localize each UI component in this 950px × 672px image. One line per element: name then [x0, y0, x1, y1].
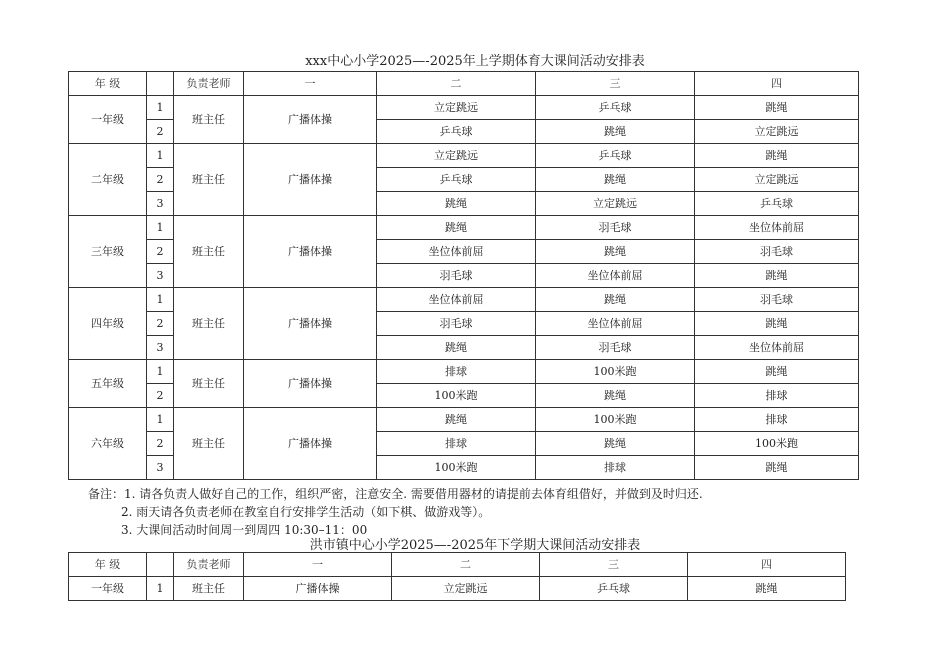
- schedule-table-2: [68, 552, 846, 601]
- day3-activity-cell: 乒乓球: [536, 96, 695, 120]
- table-row: [69, 96, 859, 120]
- day2-activity-cell: 立定跳远: [377, 144, 536, 168]
- row-number-cell: 3: [147, 264, 174, 288]
- header-day-4: 四: [695, 72, 859, 96]
- teacher-cell: 班主任: [174, 408, 244, 480]
- day1-activity-cell: 广播体操: [244, 288, 377, 360]
- day2-activity-cell: 乒乓球: [377, 168, 536, 192]
- table-header-row: [69, 553, 846, 577]
- header-number: [147, 553, 174, 577]
- day3-activity-cell: 跳绳: [536, 240, 695, 264]
- table-header-row: [69, 72, 859, 96]
- day4-activity-cell: 排球: [695, 408, 859, 432]
- day2-activity-cell: 排球: [377, 432, 536, 456]
- day3-activity-cell: 坐位体前屈: [536, 312, 695, 336]
- header-day-1: 一: [244, 72, 377, 96]
- row-number-cell: 3: [147, 336, 174, 360]
- grade-cell: 二年级: [69, 144, 147, 216]
- day4-activity-cell: 羽毛球: [695, 288, 859, 312]
- teacher-cell: 班主任: [174, 288, 244, 360]
- row-number-cell: 3: [147, 456, 174, 480]
- d2-cell: 立定跳远: [392, 577, 540, 601]
- day1-activity-cell: 广播体操: [244, 216, 377, 288]
- row-number-cell: 1: [147, 144, 174, 168]
- grade-cell: 五年级: [69, 360, 147, 408]
- day3-activity-cell: 坐位体前屈: [536, 264, 695, 288]
- header-teacher: 负责老师: [174, 72, 244, 96]
- day1-activity-cell: 广播体操: [244, 144, 377, 216]
- day3-activity-cell: 跳绳: [536, 120, 695, 144]
- grade-cell: 一年级: [69, 96, 147, 144]
- day4-activity-cell: 跳绳: [695, 144, 859, 168]
- d3-cell: 乒乓球: [540, 577, 688, 601]
- day2-activity-cell: 羽毛球: [377, 312, 536, 336]
- day4-activity-cell: 跳绳: [695, 264, 859, 288]
- teacher-cell: 班主任: [174, 96, 244, 144]
- schedule-title-2: 洪市镇中心小学2025—-2025年下学期大课间活动安排表: [309, 538, 641, 553]
- day3-activity-cell: 排球: [536, 456, 695, 480]
- day3-activity-cell: 100米跑: [536, 360, 695, 384]
- day4-activity-cell: 乒乓球: [695, 192, 859, 216]
- day3-activity-cell: 跳绳: [536, 288, 695, 312]
- day2-activity-cell: 立定跳远: [377, 96, 536, 120]
- day1-activity-cell: 广播体操: [244, 408, 377, 480]
- table-row: [69, 216, 859, 240]
- day2-activity-cell: 跳绳: [377, 216, 536, 240]
- row-number-cell: 2: [147, 432, 174, 456]
- day4-activity-cell: 100米跑: [695, 432, 859, 456]
- table-row: [69, 288, 859, 312]
- schedule-table-1: [68, 71, 859, 480]
- day2-activity-cell: 跳绳: [377, 408, 536, 432]
- d4-cell: 跳绳: [688, 577, 846, 601]
- day2-activity-cell: 坐位体前屈: [377, 240, 536, 264]
- day4-activity-cell: 立定跳远: [695, 168, 859, 192]
- table-row: [69, 144, 859, 168]
- row-number-cell: 1: [147, 96, 174, 120]
- row-number-cell: 1: [147, 216, 174, 240]
- day3-activity-cell: 跳绳: [536, 432, 695, 456]
- day2-activity-cell: 跳绳: [377, 336, 536, 360]
- teacher-cell: 班主任: [174, 216, 244, 288]
- row-number-cell: 2: [147, 168, 174, 192]
- notes: [88, 485, 703, 539]
- day3-activity-cell: 羽毛球: [536, 336, 695, 360]
- teacher-cell: 班主任: [174, 577, 244, 601]
- row-number-cell: 2: [147, 240, 174, 264]
- no-cell: 1: [147, 577, 174, 601]
- row-number-cell: 1: [147, 288, 174, 312]
- d1-cell: 广播体操: [244, 577, 392, 601]
- day4-activity-cell: 跳绳: [695, 312, 859, 336]
- row-number-cell: 2: [147, 384, 174, 408]
- day1-activity-cell: 广播体操: [244, 360, 377, 408]
- day4-activity-cell: 跳绳: [695, 456, 859, 480]
- day2-activity-cell: 跳绳: [377, 192, 536, 216]
- header-day-3: 三: [540, 553, 688, 577]
- day4-activity-cell: 排球: [695, 384, 859, 408]
- header-day-1: 一: [244, 553, 392, 577]
- header-day-2: 二: [392, 553, 540, 577]
- header-day-3: 三: [536, 72, 695, 96]
- notes-label: 备注：: [88, 487, 125, 501]
- note-3: 3. 大课间活动时间周一到周四 10:30–11：00: [121, 523, 368, 537]
- grade-cell: 四年级: [69, 288, 147, 360]
- day4-activity-cell: 羽毛球: [695, 240, 859, 264]
- grade-cell: 六年级: [69, 408, 147, 480]
- header-teacher: 负责老师: [174, 553, 244, 577]
- day1-activity-cell: 广播体操: [244, 96, 377, 144]
- day3-activity-cell: 跳绳: [536, 384, 695, 408]
- teacher-cell: 班主任: [174, 360, 244, 408]
- header-day-2: 二: [377, 72, 536, 96]
- note-2: 2. 雨天请各负责老师在教室自行安排学生活动（如下棋、做游戏等）。: [121, 505, 491, 519]
- day2-activity-cell: 100米跑: [377, 456, 536, 480]
- day2-activity-cell: 羽毛球: [377, 264, 536, 288]
- row-number-cell: 1: [147, 408, 174, 432]
- day4-activity-cell: 跳绳: [695, 96, 859, 120]
- header-grade: 年 级: [69, 72, 147, 96]
- row-number-cell: 1: [147, 360, 174, 384]
- teacher-cell: 班主任: [174, 144, 244, 216]
- day2-activity-cell: 坐位体前屈: [377, 288, 536, 312]
- table-row: [69, 360, 859, 384]
- note-1: 备注：1. 请各负责人做好自己的工作，组织严密，注意安全. 需要借用器材的请提前去体育组借好，并做到及时归还.: [88, 487, 703, 501]
- table-row: [69, 408, 859, 432]
- day4-activity-cell: 坐位体前屈: [695, 216, 859, 240]
- row-number-cell: 2: [147, 120, 174, 144]
- row-number-cell: 2: [147, 312, 174, 336]
- day3-activity-cell: 跳绳: [536, 168, 695, 192]
- header-grade: 年 级: [69, 553, 147, 577]
- day2-activity-cell: 乒乓球: [377, 120, 536, 144]
- header-number: [147, 72, 174, 96]
- header-day-4: 四: [688, 553, 846, 577]
- grade-cell: 一年级: [69, 577, 147, 601]
- day4-activity-cell: 跳绳: [695, 360, 859, 384]
- day3-activity-cell: 羽毛球: [536, 216, 695, 240]
- day3-activity-cell: 立定跳远: [536, 192, 695, 216]
- day2-activity-cell: 100米跑: [377, 384, 536, 408]
- day2-activity-cell: 排球: [377, 360, 536, 384]
- day4-activity-cell: 立定跳远: [695, 120, 859, 144]
- row-number-cell: 3: [147, 192, 174, 216]
- day3-activity-cell: 100米跑: [536, 408, 695, 432]
- day4-activity-cell: 坐位体前屈: [695, 336, 859, 360]
- day3-activity-cell: 乒乓球: [536, 144, 695, 168]
- schedule-title-1: xxx中心小学2025—-2025年上学期体育大课间活动安排表: [305, 54, 645, 69]
- table-row: [69, 577, 846, 601]
- grade-cell: 三年级: [69, 216, 147, 288]
